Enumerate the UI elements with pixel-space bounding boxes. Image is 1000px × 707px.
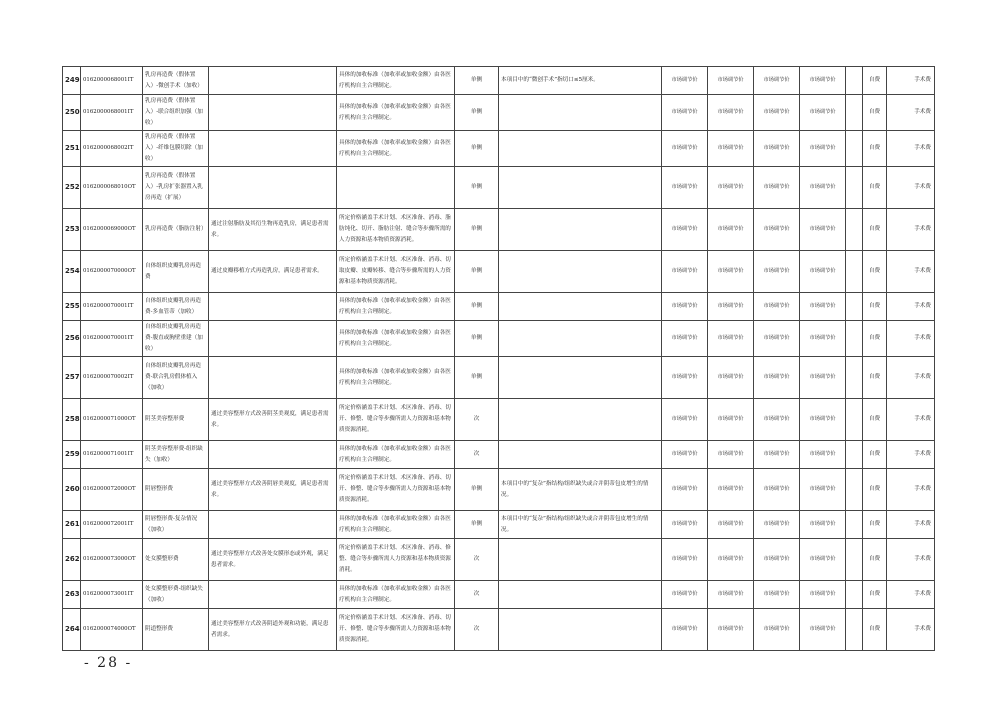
service-description: 通过美容整形方式改善阴道外观和功能，满足患者需求。 (209, 609, 337, 651)
table-row (63, 321, 935, 357)
fee-category: 手术费 (887, 95, 935, 131)
item-code: 0162000073000OT (81, 539, 143, 581)
service-description (209, 167, 337, 209)
price-level-1: 市场调节价 (662, 167, 708, 209)
table-row (63, 95, 935, 131)
payment-type: 自费 (863, 321, 887, 357)
pricing-unit: 单侧 (455, 511, 499, 539)
row-number: 254 (63, 251, 81, 293)
price-level-2: 市场调节价 (708, 131, 754, 167)
price-level-2: 市场调节价 (708, 251, 754, 293)
table-row (63, 251, 935, 293)
row-number: 262 (63, 539, 81, 581)
item-note (499, 251, 662, 293)
payment-type: 自费 (863, 95, 887, 131)
item-code: 0162000068001IT (81, 95, 143, 131)
table-row (63, 67, 935, 95)
item-code: 0162000072000OT (81, 469, 143, 511)
fee-category: 手术费 (887, 251, 935, 293)
table-row (63, 511, 935, 539)
price-level-1: 市场调节价 (662, 469, 708, 511)
item-name: 自体组织皮瓣乳房再造费 (143, 251, 209, 293)
item-name: 自体组织皮瓣乳房再造费-联合乳房假体植入（加收） (143, 357, 209, 399)
item-code: 0162000073001IT (81, 581, 143, 609)
item-note: 本项目中的“微创手术”指切口≤5厘米。 (499, 67, 662, 95)
price-content: 具体的加收标准（加收率或加收金额）由各医疗机构自主合理制定。 (337, 357, 455, 399)
price-level-4: 市场调节价 (800, 209, 846, 251)
blank-cell (846, 469, 863, 511)
price-content: 具体的加收标准（加收率或加收金额）由各医疗机构自主合理制定。 (337, 581, 455, 609)
item-name: 乳房再造费（假体置入）-乳房扩张器置入乳房再造（扩展） (143, 167, 209, 209)
price-level-3: 市场调节价 (754, 167, 800, 209)
payment-type: 自费 (863, 399, 887, 441)
item-note: 本项目中的“复杂”指结构/组织缺失或合并阴蒂包皮增生的情况。 (499, 469, 662, 511)
price-level-1: 市场调节价 (662, 609, 708, 651)
pricing-unit: 单侧 (455, 209, 499, 251)
item-code: 0162000074000OT (81, 609, 143, 651)
item-note: 本项目中的“复杂”指结构/组织缺失或合并阴蒂包皮增生的情况。 (499, 511, 662, 539)
price-level-2: 市场调节价 (708, 581, 754, 609)
price-level-1: 市场调节价 (662, 511, 708, 539)
price-level-1: 市场调节价 (662, 293, 708, 321)
blank-cell (846, 209, 863, 251)
item-code: 0162000070002IT (81, 357, 143, 399)
payment-type: 自费 (863, 511, 887, 539)
fee-category: 手术费 (887, 399, 935, 441)
payment-type: 自费 (863, 293, 887, 321)
fee-category: 手术费 (887, 67, 935, 95)
blank-cell (846, 399, 863, 441)
item-note (499, 95, 662, 131)
price-level-2: 市场调节价 (708, 321, 754, 357)
item-code: 0162000072001IT (81, 511, 143, 539)
price-level-2: 市场调节价 (708, 95, 754, 131)
price-content: 所定价格涵盖手术计划、术区准备、消毒、切开、修整、缝合等步骤所需人力资源和基本物质资源消耗。 (337, 399, 455, 441)
service-description: 通过美容整形方式改善阴茎美观度，满足患者需求。 (209, 399, 337, 441)
price-level-3: 市场调节价 (754, 511, 800, 539)
item-code: 0162000069000OT (81, 209, 143, 251)
price-level-4: 市场调节价 (800, 251, 846, 293)
service-description (209, 581, 337, 609)
pricing-unit: 次 (455, 441, 499, 469)
fee-category: 手术费 (887, 209, 935, 251)
price-level-3: 市场调节价 (754, 469, 800, 511)
price-content: 所定价格涵盖手术计划、术区准备、消毒、切取皮瓣、皮瓣转移、缝合等步骤所需的人力资源和基本物质资源消耗。 (337, 251, 455, 293)
price-level-3: 市场调节价 (754, 251, 800, 293)
item-code: 0162000068010OT (81, 167, 143, 209)
price-level-4: 市场调节价 (800, 167, 846, 209)
price-level-3: 市场调节价 (754, 293, 800, 321)
payment-type: 自费 (863, 131, 887, 167)
price-level-3: 市场调节价 (754, 67, 800, 95)
price-level-3: 市场调节价 (754, 131, 800, 167)
blank-cell (846, 167, 863, 209)
item-note (499, 399, 662, 441)
table-row (63, 357, 935, 399)
pricing-unit: 单侧 (455, 357, 499, 399)
price-content: 所定价格涵盖手术计划、术区准备、消毒、脂肪纯化、切开、脂肪注射、缝合等步骤所需的人力资源和基本物质资源消耗。 (337, 209, 455, 251)
fee-category: 手术费 (887, 441, 935, 469)
price-level-4: 市场调节价 (800, 293, 846, 321)
fee-category: 手术费 (887, 293, 935, 321)
row-number: 259 (63, 441, 81, 469)
fee-category: 手术费 (887, 511, 935, 539)
pricing-unit: 单侧 (455, 251, 499, 293)
fee-category: 手术费 (887, 581, 935, 609)
table-row (63, 581, 935, 609)
pricing-unit: 单侧 (455, 167, 499, 209)
page-number: - 28 - (84, 655, 133, 671)
fee-category: 手术费 (887, 357, 935, 399)
price-level-3: 市场调节价 (754, 581, 800, 609)
price-level-3: 市场调节价 (754, 539, 800, 581)
pricing-unit: 单侧 (455, 293, 499, 321)
item-note (499, 167, 662, 209)
service-description (209, 441, 337, 469)
item-name: 自体组织皮瓣乳房再造费-腹直或胸壁重建（加收） (143, 321, 209, 357)
item-name: 乳房再造费（假体置入）-纤维包膜切除（加收） (143, 131, 209, 167)
price-level-3: 市场调节价 (754, 209, 800, 251)
fee-category: 手术费 (887, 609, 935, 651)
price-level-4: 市场调节价 (800, 511, 846, 539)
price-level-4: 市场调节价 (800, 321, 846, 357)
item-name: 阴茎美容整形费 (143, 399, 209, 441)
row-number: 263 (63, 581, 81, 609)
item-name: 处女膜整形费 (143, 539, 209, 581)
item-name: 处女膜整形费-组织缺失（加收） (143, 581, 209, 609)
price-level-1: 市场调节价 (662, 67, 708, 95)
price-level-1: 市场调节价 (662, 95, 708, 131)
row-number: 251 (63, 131, 81, 167)
table-row (63, 469, 935, 511)
blank-cell (846, 95, 863, 131)
price-level-4: 市场调节价 (800, 441, 846, 469)
item-code: 0162000070000OT (81, 251, 143, 293)
item-note (499, 321, 662, 357)
row-number: 264 (63, 609, 81, 651)
item-name: 乳房再造费（脂肪注射） (143, 209, 209, 251)
row-number: 260 (63, 469, 81, 511)
item-code: 0162000071001IT (81, 441, 143, 469)
fee-category: 手术费 (887, 167, 935, 209)
price-level-4: 市场调节价 (800, 131, 846, 167)
table-row (63, 399, 935, 441)
item-name: 乳房再造费（假体置入）-联合组织加强（加收） (143, 95, 209, 131)
price-level-2: 市场调节价 (708, 209, 754, 251)
price-content: 具体的加收标准（加收率或加收金额）由各医疗机构自主合理制定。 (337, 293, 455, 321)
blank-cell (846, 251, 863, 293)
item-note (499, 131, 662, 167)
blank-cell (846, 67, 863, 95)
item-name: 阴道整形费 (143, 609, 209, 651)
service-description (209, 511, 337, 539)
row-number: 250 (63, 95, 81, 131)
service-description (209, 95, 337, 131)
price-level-2: 市场调节价 (708, 609, 754, 651)
price-level-4: 市场调节价 (800, 609, 846, 651)
price-level-1: 市场调节价 (662, 321, 708, 357)
price-level-2: 市场调节价 (708, 441, 754, 469)
item-note (499, 293, 662, 321)
price-level-3: 市场调节价 (754, 609, 800, 651)
item-note (499, 539, 662, 581)
pricing-unit: 单侧 (455, 321, 499, 357)
price-content: 具体的加收标准（加收率或加收金额）由各医疗机构自主合理制定。 (337, 131, 455, 167)
price-level-1: 市场调节价 (662, 581, 708, 609)
payment-type: 自费 (863, 539, 887, 581)
item-name: 自体组织皮瓣乳房再造费-多血管蒂（加收） (143, 293, 209, 321)
price-content: 具体的加收标准（加收率或加收金额）由各医疗机构自主合理制定。 (337, 441, 455, 469)
table-row (63, 609, 935, 651)
payment-type: 自费 (863, 609, 887, 651)
price-content (337, 167, 455, 209)
table-row (63, 167, 935, 209)
item-note (499, 441, 662, 469)
price-content: 具体的加收标准（加收率或加收金额）由各医疗机构自主合理制定。 (337, 511, 455, 539)
table-row (63, 441, 935, 469)
price-level-2: 市场调节价 (708, 293, 754, 321)
payment-type: 自费 (863, 251, 887, 293)
payment-type: 自费 (863, 67, 887, 95)
price-content: 具体的加收标准（加收率或加收金额）由各医疗机构自主合理制定。 (337, 95, 455, 131)
row-number: 252 (63, 167, 81, 209)
price-level-2: 市场调节价 (708, 357, 754, 399)
service-description (209, 131, 337, 167)
item-code: 0162000068001IT (81, 67, 143, 95)
pricing-unit: 次 (455, 539, 499, 581)
row-number: 253 (63, 209, 81, 251)
table-row (63, 293, 935, 321)
fee-category: 手术费 (887, 321, 935, 357)
price-content: 所定价格涵盖手术计划、术区准备、消毒、切开、修整、缝合等步骤所需人力资源和基本物质资源消耗。 (337, 469, 455, 511)
price-level-4: 市场调节价 (800, 67, 846, 95)
price-level-2: 市场调节价 (708, 511, 754, 539)
fee-table (62, 66, 935, 651)
row-number: 261 (63, 511, 81, 539)
price-level-4: 市场调节价 (800, 357, 846, 399)
fee-category: 手术费 (887, 539, 935, 581)
price-level-4: 市场调节价 (800, 95, 846, 131)
price-level-3: 市场调节价 (754, 399, 800, 441)
price-level-2: 市场调节价 (708, 67, 754, 95)
service-description (209, 321, 337, 357)
service-description (209, 293, 337, 321)
pricing-unit: 次 (455, 609, 499, 651)
payment-type: 自费 (863, 469, 887, 511)
table-row (63, 209, 935, 251)
item-note (499, 581, 662, 609)
item-note (499, 209, 662, 251)
item-code: 0162000071000OT (81, 399, 143, 441)
payment-type: 自费 (863, 441, 887, 469)
price-level-1: 市场调节价 (662, 399, 708, 441)
price-level-3: 市场调节价 (754, 95, 800, 131)
price-level-1: 市场调节价 (662, 539, 708, 581)
item-note (499, 357, 662, 399)
item-name: 阴唇整形费 (143, 469, 209, 511)
blank-cell (846, 539, 863, 581)
price-level-4: 市场调节价 (800, 581, 846, 609)
item-name: 阴茎美容整形费-组织缺失（加收） (143, 441, 209, 469)
table-row (63, 539, 935, 581)
fee-category: 手术费 (887, 469, 935, 511)
table-row (63, 131, 935, 167)
blank-cell (846, 321, 863, 357)
price-level-1: 市场调节价 (662, 131, 708, 167)
pricing-unit: 次 (455, 399, 499, 441)
row-number: 255 (63, 293, 81, 321)
service-description (209, 67, 337, 95)
blank-cell (846, 441, 863, 469)
pricing-unit: 单侧 (455, 95, 499, 131)
price-level-2: 市场调节价 (708, 399, 754, 441)
price-level-1: 市场调节价 (662, 209, 708, 251)
pricing-unit: 次 (455, 581, 499, 609)
price-level-2: 市场调节价 (708, 167, 754, 209)
price-level-2: 市场调节价 (708, 469, 754, 511)
row-number: 249 (63, 67, 81, 95)
item-code: 0162000070001IT (81, 293, 143, 321)
item-note (499, 609, 662, 651)
price-level-1: 市场调节价 (662, 441, 708, 469)
row-number: 257 (63, 357, 81, 399)
item-code: 0162000070001IT (81, 321, 143, 357)
item-code: 0162000068002IT (81, 131, 143, 167)
price-content: 具体的加收标准（加收率或加收金额）由各医疗机构自主合理制定。 (337, 67, 455, 95)
payment-type: 自费 (863, 209, 887, 251)
service-description: 通过注射脂肪及其衍生物再造乳房，满足患者需求。 (209, 209, 337, 251)
price-level-3: 市场调节价 (754, 357, 800, 399)
row-number: 256 (63, 321, 81, 357)
blank-cell (846, 293, 863, 321)
price-level-3: 市场调节价 (754, 321, 800, 357)
blank-cell (846, 609, 863, 651)
service-description (209, 357, 337, 399)
item-name: 阴唇整形费-复杂情况（加收） (143, 511, 209, 539)
blank-cell (846, 357, 863, 399)
blank-cell (846, 511, 863, 539)
price-level-1: 市场调节价 (662, 357, 708, 399)
price-content: 所定价格涵盖手术计划、术区准备、消毒、切开、修整、缝合等步骤所需人力资源和基本物质资源消耗。 (337, 609, 455, 651)
row-number: 258 (63, 399, 81, 441)
price-content: 具体的加收标准（加收率或加收金额）由各医疗机构自主合理制定。 (337, 321, 455, 357)
item-name: 乳房再造费（假体置入）-微创手术（加收） (143, 67, 209, 95)
pricing-unit: 单侧 (455, 67, 499, 95)
pricing-unit: 单侧 (455, 469, 499, 511)
price-level-4: 市场调节价 (800, 539, 846, 581)
service-description: 通过美容整形方式改善阴唇美观度，满足患者需求。 (209, 469, 337, 511)
fee-category: 手术费 (887, 131, 935, 167)
payment-type: 自费 (863, 581, 887, 609)
price-level-1: 市场调节价 (662, 251, 708, 293)
blank-cell (846, 581, 863, 609)
service-description: 通过皮瓣移植方式再造乳房，满足患者需求。 (209, 251, 337, 293)
service-description: 通过美容整形方式改善处女膜形态或外观，满足患者需求。 (209, 539, 337, 581)
payment-type: 自费 (863, 357, 887, 399)
payment-type: 自费 (863, 167, 887, 209)
pricing-unit: 单侧 (455, 131, 499, 167)
price-content: 所定价格涵盖手术计划、术区准备、消毒、修整、缝合等步骤所需人力资源和基本物质资源消耗。 (337, 539, 455, 581)
price-level-2: 市场调节价 (708, 539, 754, 581)
price-level-4: 市场调节价 (800, 399, 846, 441)
price-level-3: 市场调节价 (754, 441, 800, 469)
blank-cell (846, 131, 863, 167)
price-level-4: 市场调节价 (800, 469, 846, 511)
